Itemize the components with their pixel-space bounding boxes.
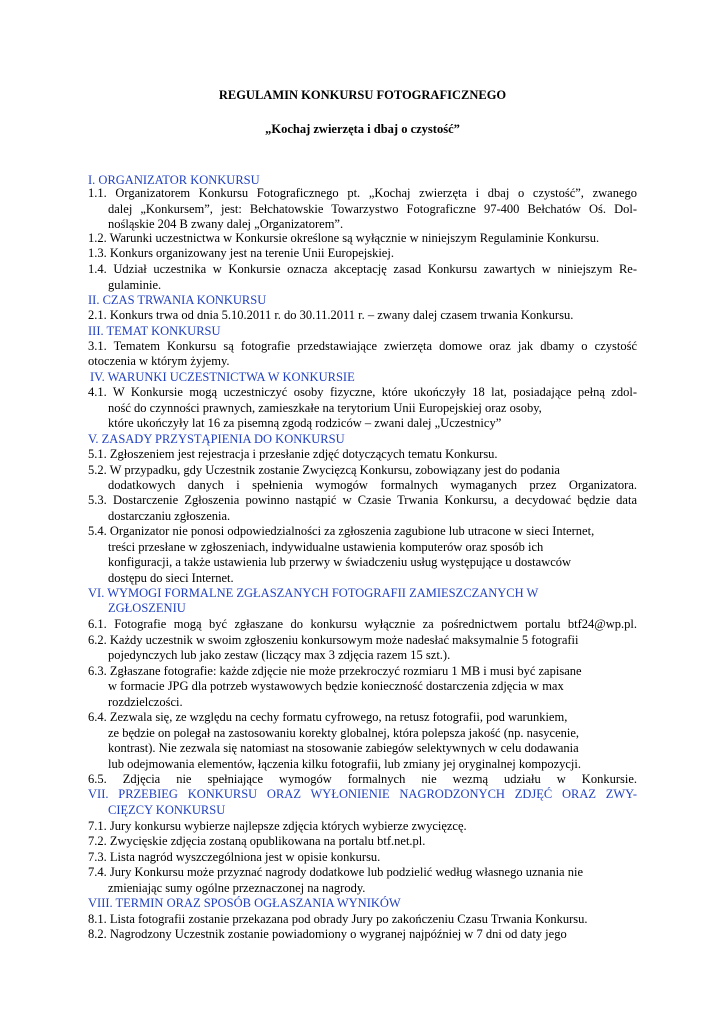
paragraph-line: 1.2. Warunki uczestnictwa w Konkursie określone są wyłącznie w niniejszym Regulaminie Konkursu.	[88, 231, 600, 245]
paragraph-line: 8.1. Lista fotografii zostanie przekazana pod obrady Jury po zakończeniu Czasu Trwania Konkursu.	[88, 912, 588, 926]
section-heading: IV. WARUNKI UCZESTNICTWA W KONKURSIE	[90, 370, 355, 384]
paragraph-line: dostępu do sieci Internet.	[108, 571, 234, 585]
paragraph-line: 3.1. Tematem Konkursu są fotografie przedstawiające zwierzęta domowe oraz jak dbamy o czystość	[88, 339, 637, 353]
paragraph-line: rozdzielczości.	[108, 695, 183, 709]
section-heading: VI. WYMOGI FORMALNE ZGŁASZANYCH FOTOGRAFII ZAMIESZCZANYCH W	[88, 586, 539, 600]
section-heading: VIII. TERMIN ORAZ SPOSÓB OGŁASZANIA WYNIKÓW	[88, 896, 401, 910]
paragraph-line: w formacie JPG dla potrzeb wystawowych będzie konieczność dostarczenia zdjęcia w max	[108, 679, 564, 693]
paragraph-line: dodatkowych danych i spełnienia wymogów formalnych wymaganych przez Organizatora.	[108, 478, 637, 492]
section-heading: CIĘZCY KONKURSU	[108, 803, 226, 817]
paragraph-line: 1.4. Udział uczestnika w Konkursie oznacza akceptację zasad Konkursu zawartych w niniejszym Re-	[88, 262, 637, 276]
paragraph-line: dalej „Konkursem”, jest: Bełchatowskie Towarzystwo Fotograficzne 97-400 Bełchatów Oś. Dol-	[108, 202, 637, 216]
paragraph-line: 7.1. Jury konkursu wybierze najlepsze zdjęcia których wybierze zwycięzcę.	[88, 819, 467, 833]
paragraph-line: 6.2. Każdy uczestnik w swoim zgłoszeniu konkursowym może nadesłać maksymalnie 5 fotografii	[88, 633, 579, 647]
paragraph-line: 5.1. Zgłoszeniem jest rejestracja i przesłanie zdjęć dotyczących tematu Konkursu.	[88, 447, 498, 461]
paragraph-line: konfiguracji, a także ustawienia lub przerwy w świadczeniu usług występujące u dostawców	[108, 555, 572, 569]
paragraph-line: 5.2. W przypadku, gdy Uczestnik zostanie Zwycięzcą Konkursu, zobowiązany jest do podania	[88, 463, 560, 477]
section-heading: III. TEMAT KONKURSU	[88, 324, 221, 338]
paragraph-line: 6.3. Zgłaszane fotografie: każde zdjęcie nie może przekroczyć rozmiaru 1 MB i musi być zapisane	[88, 664, 582, 678]
paragraph-line: 8.2. Nagrodzony Uczestnik zostanie powiadomiony o wygranej najpóźniej w 7 dni od daty jego	[88, 927, 567, 941]
paragraph-line: 4.1. W Konkursie mogą uczestniczyć osoby fizyczne, które ukończyły 18 lat, posiadające pełną zdol-	[88, 385, 637, 399]
paragraph-line: nośląskie 204 B zwany dalej „Organizatorem”.	[108, 217, 344, 231]
paragraph-line: otoczenia w którym żyjemy.	[88, 354, 230, 368]
paragraph-line: 1.1. Organizatorem Konkursu Fotograficznego pt. „Kochaj zwierzęta i dbaj o czystość”, zwanego	[88, 186, 637, 200]
paragraph-line: ność do czynności prawnych, zamieszkałe na terytorium Unii Europejskiej oraz osoby,	[108, 401, 542, 415]
paragraph-line: 5.4. Organizator nie ponosi odpowiedzialności za zgłoszenia zagubione lub utracone w sieci Internet,	[88, 524, 595, 538]
section-heading: I. ORGANIZATOR KONKURSU	[88, 173, 260, 187]
document-title: REGULAMIN KONKURSU FOTOGRAFICZNEGO	[218, 88, 507, 102]
paragraph-line: 6.1. Fotografie mogą być zgłaszane do konkursu wyłącznie za pośrednictwem portalu btf24@wp.pl.	[88, 617, 637, 631]
paragraph-line: 2.1. Konkurs trwa od dnia 5.10.2011 r. do 30.11.2011 r. – zwany dalej czasem trwania Konkursu.	[88, 308, 574, 322]
paragraph-line: dostarczaniu zgłoszenia.	[108, 509, 231, 523]
section-heading: II. CZAS TRWANIA KONKURSU	[88, 293, 267, 307]
section-heading: VII. PRZEBIEG KONKURSU ORAZ WYŁONIENIE NAGRODZONYCH ZDJĘĆ ORAZ ZWY-	[88, 787, 637, 801]
paragraph-line: treści przesłane w zgłoszeniach, indywidualne ustawienia komputerów oraz sposób ich	[108, 540, 544, 554]
paragraph-line: gulaminie.	[108, 278, 162, 292]
paragraph-line: które ukończyły lat 16 za pisemną zgodą rodziców – zwani dalej „Uczestnicy”	[108, 416, 502, 430]
paragraph-line: 6.5. Zdjęcia nie spełniające wymogów formalnych nie wezmą udziału w Konkursie.	[88, 772, 637, 786]
paragraph-line: zmieniając sumy ogólne przeznaczonej na nagrody.	[108, 881, 366, 895]
paragraph-line: 7.4. Jury Konkursu może przyznać nagrody dodatkowe lub podzielić według własnego uznania nie	[88, 865, 583, 879]
paragraph-line: kontrast). Nie zezwala się natomiast na stosowanie zabiegów selektywnych w celu dodawania	[108, 741, 579, 755]
paragraph-line: 6.4. Zezwala się, ze względu na cechy formatu cyfrowego, na retusz fotografii, pod warunkiem,	[88, 710, 568, 724]
paragraph-line: 7.2. Zwycięskie zdjęcia zostaną opublikowana na portalu btf.net.pl.	[88, 834, 426, 848]
document-subtitle: „Kochaj zwierzęta i dbaj o czystość”	[265, 122, 460, 136]
paragraph-line: lub odejmowania elementów, łączenia kilku fotografii, lub zmiany jej oryginalnej kompozycji.	[108, 757, 582, 771]
paragraph-line: 5.3. Dostarczenie Zgłoszenia powinno nastąpić w Czasie Trwania Konkursu, a decydować będzie data	[88, 493, 637, 507]
section-heading: ZGŁOSZENIU	[108, 601, 186, 615]
paragraph-line: 7.3. Lista nagród wyszczególniona jest w opisie konkursu.	[88, 850, 381, 864]
paragraph-line: 1.3. Konkurs organizowany jest na terenie Unii Europejskiej.	[88, 246, 394, 260]
paragraph-line: pojedynczych lub jako zestaw (liczący max 3 zdjęcia razem 15 szt.).	[108, 648, 451, 662]
paragraph-line: ze będzie on polegał na zastosowaniu korekty globalnej, która polepsza jakość (np. nasycenie,	[108, 726, 580, 740]
section-heading: V. ZASADY PRZYSTĄPIENIA DO KONKURSU	[88, 432, 345, 446]
